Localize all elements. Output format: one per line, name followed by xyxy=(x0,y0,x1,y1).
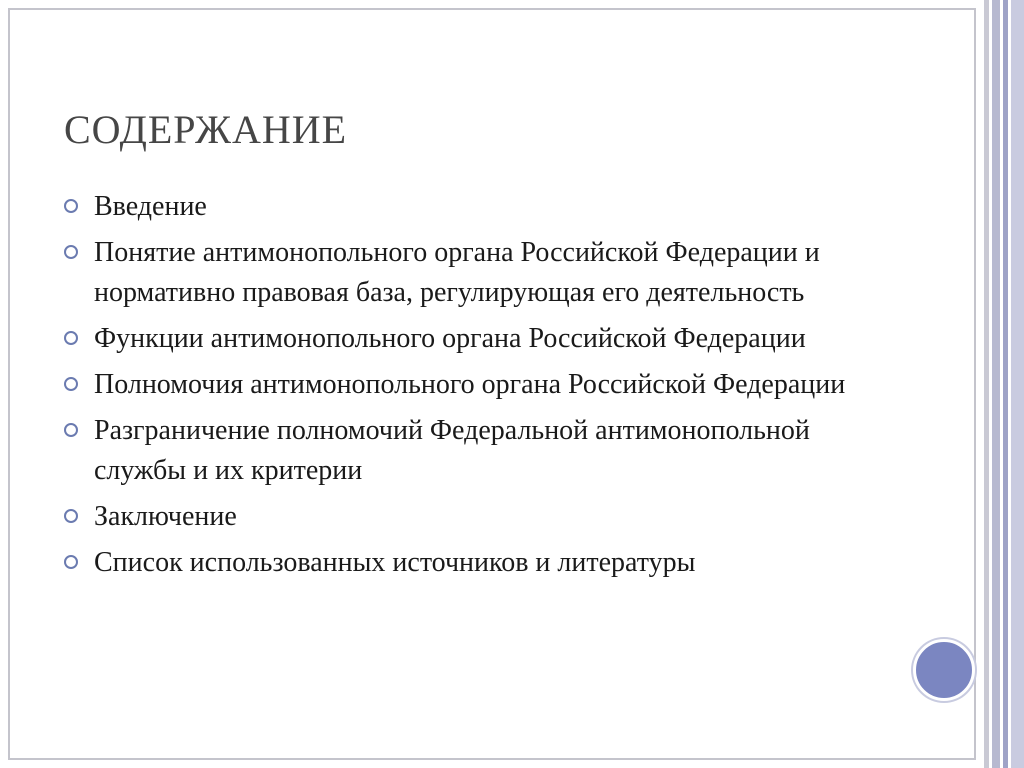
bullet-icon xyxy=(64,377,78,391)
decor-stripe xyxy=(1003,0,1008,768)
bullet-icon xyxy=(64,245,78,259)
list-item xyxy=(62,543,862,583)
bullet-icon xyxy=(64,199,78,213)
bullet-icon xyxy=(64,555,78,569)
list-item xyxy=(62,497,862,537)
list-item xyxy=(62,233,862,313)
decorative-circle xyxy=(913,639,975,701)
list-item-text: Список использованных источников и литературы xyxy=(94,547,696,578)
contents-list xyxy=(62,187,862,589)
list-item-text: Разграничение полномочий Федеральной антимонопольной службы и их критерии xyxy=(94,415,810,486)
list-item-text: Введение xyxy=(94,191,207,222)
list-item xyxy=(62,411,862,491)
bullet-icon xyxy=(64,509,78,523)
decor-stripe xyxy=(1011,0,1024,768)
bullet-icon xyxy=(64,423,78,437)
decor-stripe xyxy=(984,0,989,768)
list-item-text: Понятие антимонопольного органа Российской Федерации и нормативно правовая база, регулирующая его деятельность xyxy=(94,237,820,308)
list-item-text: Заключение xyxy=(94,501,237,532)
list-item xyxy=(62,319,862,359)
list-item-text: Полномочия антимонопольного органа Российской Федерации xyxy=(94,369,846,400)
bullet-icon xyxy=(64,331,78,345)
list-item xyxy=(62,365,862,405)
decor-stripe xyxy=(992,0,1000,768)
list-item-text: Функции антимонопольного органа Российской Федерации xyxy=(94,323,806,354)
list-item xyxy=(62,187,862,227)
slide-title: СОДЕРЖАНИЕ xyxy=(64,107,348,152)
